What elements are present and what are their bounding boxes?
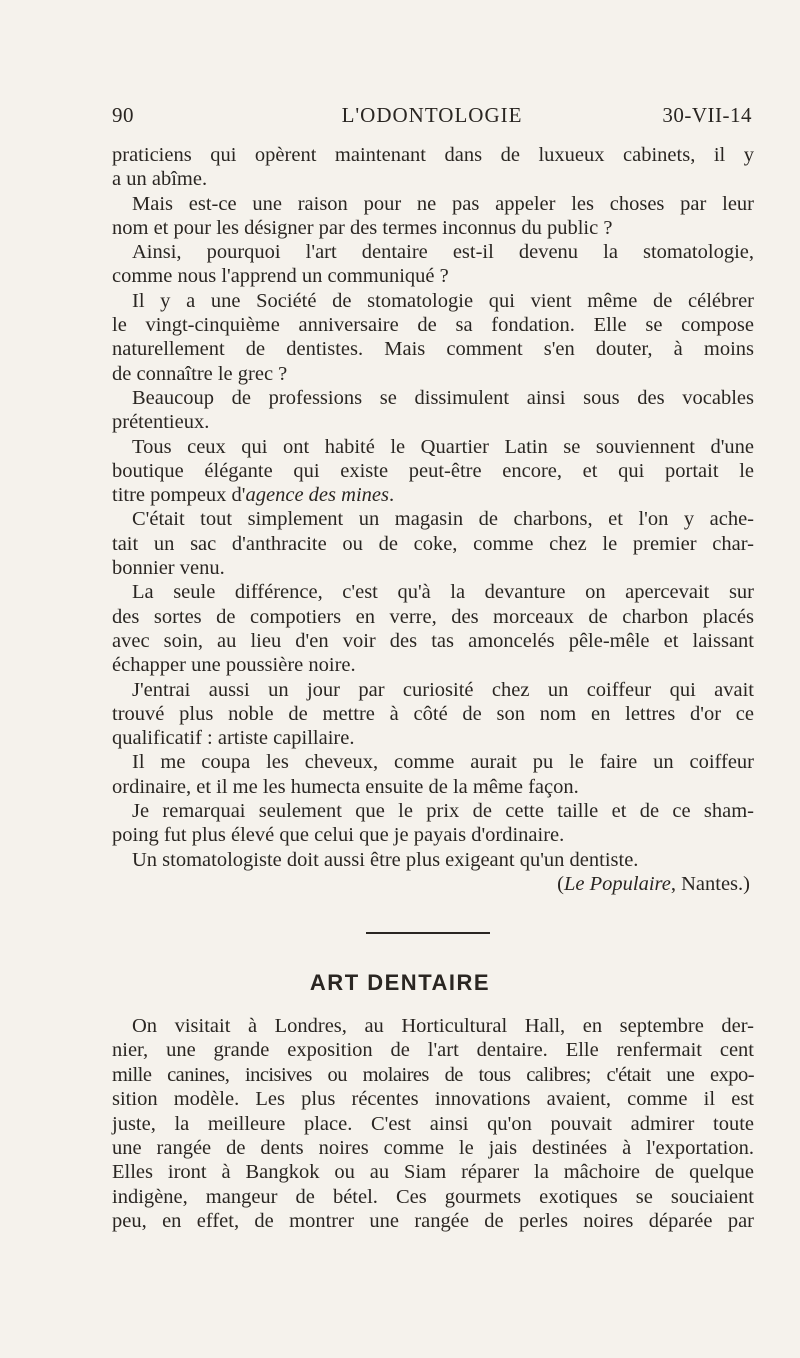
text-line: Il y a une Société de stomatologie qui vient même de célébrer <box>132 289 754 312</box>
page-number: 90 <box>112 103 134 127</box>
article-text-2 <box>112 1014 754 1234</box>
text-line: J'entrai aussi un jour par curiosité chez un coiffeur qui avait <box>132 678 754 701</box>
text-line: qualificatif : artiste capillaire. <box>112 727 355 750</box>
text-line: prétentieux. <box>112 411 210 434</box>
source-citation <box>112 872 754 896</box>
text-line: naturellement de dentistes. Mais comment s'en douter, à moins <box>112 338 754 361</box>
citation-journal: Le Populaire <box>564 872 671 895</box>
text-line: Il me coupa les cheveux, comme aurait pu le faire un coiffeur <box>132 751 754 774</box>
section-divider <box>366 932 490 934</box>
text-line: indigène, mangeur de bétel. Ces gourmets exotiques se souciaient <box>112 1185 754 1208</box>
text-line: mille canines, incisives ou molaires de tous calibres; c'était une expo- <box>112 1063 754 1086</box>
text-line: bonnier venu. <box>112 557 225 580</box>
text-line: Tous ceux qui ont habité le Quartier Latin se souviennent d'une <box>132 435 754 458</box>
text-line: Je remarquai seulement que le prix de cette taille et de ce sham- <box>132 800 754 823</box>
section-heading: ART DENTAIRE <box>309 970 491 995</box>
text-line: Un stomatologiste doit aussi être plus exigeant qu'un dentiste. <box>132 848 639 871</box>
text-line: tait un sac d'anthracite ou de coke, comme chez le premier char- <box>112 532 754 555</box>
text-line: On visitait à Londres, au Horticultural Hall, en septembre der- <box>132 1015 754 1037</box>
text-line: boutique élégante qui existe peut-être encore, et qui portait le <box>112 459 754 482</box>
text-line: Mais est-ce une raison pour ne pas appeler les choses par leur <box>132 192 754 215</box>
journal-title: L'ODONTOLOGIE <box>341 103 523 127</box>
text-line: peu, en effet, de montrer une rangée de perles noires déparée par <box>112 1210 754 1233</box>
text-line: juste, la meilleure place. C'est ainsi qu'on pouvait admirer toute <box>112 1112 754 1135</box>
text-line: une rangée de dents noires comme le jais destinées à l'exportation. <box>112 1136 754 1159</box>
text-line: praticiens qui opèrent maintenant dans de luxueux cabinets, il y <box>112 144 754 166</box>
text-line: des sortes de compotiers en verre, des morceaux de charbon placés <box>112 605 754 628</box>
article-text <box>112 143 754 896</box>
italic-phrase: agence des mines <box>245 484 389 507</box>
text-line: le vingt-cinquième anniversaire de sa fondation. Elle se compose <box>112 314 754 337</box>
text-line: ordinaire, et il me les humecta ensuite de la même façon. <box>112 775 579 798</box>
text-line: sition modèle. Les plus récentes innovations avaient, comme il est <box>112 1088 754 1111</box>
citation-open: ( <box>557 872 564 895</box>
text-line <box>112 483 754 507</box>
text-run: . <box>388 484 395 507</box>
text-line: de connaître le grec ? <box>112 362 288 385</box>
text-line: Beaucoup de professions se dissimulent ainsi sous des vocables <box>132 386 754 409</box>
text-line: échapper une poussière noire. <box>112 654 356 677</box>
text-line: La seule différence, c'est qu'à la devanture on apercevait sur <box>132 581 754 604</box>
text-line: poing fut plus élevé que celui que je payais d'ordinaire. <box>112 824 565 847</box>
running-header <box>112 103 752 133</box>
issue-date: 30-VII-14 <box>662 103 752 127</box>
text-line: nier, une grande exposition de l'art dentaire. Elle renfermait cent <box>112 1039 754 1062</box>
text-line: comme nous l'apprend un communiqué ? <box>112 265 449 288</box>
text-line: Elles iront à Bangkok ou au Siam réparer la mâchoire de quelque <box>112 1161 754 1184</box>
text-line: C'était tout simplement un magasin de charbons, et l'on y ache- <box>132 508 754 531</box>
citation-place: , Nantes.) <box>670 872 750 895</box>
text-line: Ainsi, pourquoi l'art dentaire est-il devenu la stomatologie, <box>132 241 754 264</box>
text-run: titre pompeux d' <box>112 484 246 507</box>
text-line: trouvé plus noble de mettre à côté de son nom en lettres d'or ce <box>112 702 754 725</box>
text-line: nom et pour les désigner par des termes inconnus du public ? <box>112 216 613 239</box>
text-line: a un abîme. <box>112 168 208 191</box>
text-line: avec soin, au lieu d'en voir des tas amoncelés pêle-mêle et laissant <box>112 629 754 652</box>
